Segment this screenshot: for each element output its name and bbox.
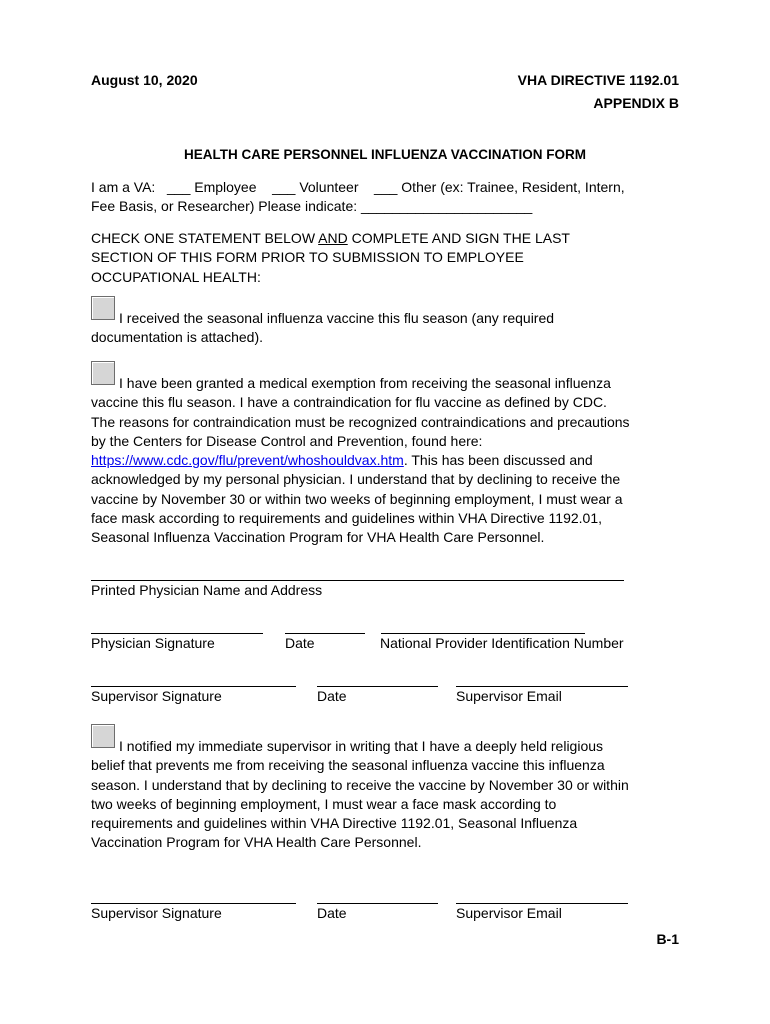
cdc-link[interactable]: https://www.cdc.gov/flu/prevent/whoshouldvax.htm <box>91 452 404 469</box>
medical-line6: acknowledged by my personal physician. I understand that by declining to receive the <box>91 471 621 488</box>
medical-line1: I have been granted a medical exemption from receiving the seasonal influenza <box>119 375 611 391</box>
physician-date-line[interactable] <box>285 633 365 634</box>
religious-line2: belief that prevents me from receiving the seasonal influenza vaccine this influenza <box>91 757 605 774</box>
npi-line[interactable] <box>381 633 585 634</box>
printed-physician-name-label: Printed Physician Name and Address <box>91 582 323 598</box>
supervisor-date-line-1[interactable] <box>317 686 438 687</box>
received-vaccine-statement <box>91 309 681 348</box>
instructions <box>91 229 681 287</box>
role-employee-option[interactable]: ___ Employee <box>167 179 257 195</box>
role-indicate-line[interactable]: Fee Basis, or Researcher) Please indicate: ______________________ <box>91 198 533 215</box>
supervisor-email-line-2[interactable] <box>456 903 628 904</box>
religious-line3: season. I understand that by declining to receive the vaccine by November 30 or within <box>91 776 629 793</box>
medical-line4: by the Centers for Disease Control and Prevention, found here: <box>91 432 483 449</box>
document-date: August 10, 2020 <box>91 72 198 88</box>
physician-signature-label: Physician Signature <box>91 635 215 651</box>
religious-exemption-statement <box>91 737 681 853</box>
supervisor-date-label-1: Date <box>317 688 347 704</box>
physician-date-label: Date <box>285 635 315 651</box>
appendix-label: APPENDIX B <box>593 95 679 111</box>
supervisor-email-line-1[interactable] <box>456 686 628 687</box>
received-line2: documentation is attached). <box>91 329 263 346</box>
role-volunteer-option[interactable]: ___ Volunteer <box>272 179 359 195</box>
medical-exemption-statement <box>91 374 681 548</box>
physician-signature-line[interactable] <box>91 633 263 634</box>
instructions-and: AND <box>318 230 348 246</box>
instructions-line1-pre: CHECK ONE STATEMENT BELOW <box>91 230 319 246</box>
directive-number: VHA DIRECTIVE 1192.01 <box>517 72 679 88</box>
supervisor-date-line-2[interactable] <box>317 903 438 904</box>
medical-line3: The reasons for contraindication must be recognized contraindications and precautions <box>91 413 630 430</box>
instructions-line1-post: COMPLETE AND SIGN THE LAST <box>347 230 570 246</box>
npi-label: National Provider Identification Number <box>380 635 624 651</box>
supervisor-signature-label-2: Supervisor Signature <box>91 905 222 921</box>
instructions-line2: SECTION OF THIS FORM PRIOR TO SUBMISSION TO EMPLOYEE <box>91 249 524 266</box>
supervisor-signature-line-1[interactable] <box>91 686 296 687</box>
medical-line5-post: . This has been discussed and <box>403 452 593 469</box>
medical-line7: vaccine by November 30 or within two weeks of beginning employment, I must wear a <box>91 490 623 507</box>
form-title: HEALTH CARE PERSONNEL INFLUENZA VACCINATION FORM <box>184 147 586 162</box>
supervisor-email-label-2: Supervisor Email <box>456 905 562 921</box>
religious-line4: two weeks of beginning employment, I must wear a face mask according to <box>91 795 557 812</box>
received-line1: I received the seasonal influenza vaccine this flu season (any required <box>119 310 555 326</box>
role-prefix: I am a VA: <box>91 179 156 195</box>
role-other-option[interactable]: ___ Other (ex: Trainee, Resident, Intern, <box>374 179 625 195</box>
medical-line2: vaccine this flu season. I have a contraindication for flu vaccine as defined by CDC. <box>91 394 607 411</box>
supervisor-signature-line-2[interactable] <box>91 903 296 904</box>
religious-line1: I notified my immediate supervisor in writing that I have a deeply held religious <box>119 738 604 754</box>
medical-line9: Seasonal Influenza Vaccination Program for VHA Health Care Personnel. <box>91 529 545 546</box>
supervisor-date-label-2: Date <box>317 905 347 921</box>
role-section <box>91 178 681 217</box>
instructions-line3: OCCUPATIONAL HEALTH: <box>91 268 261 285</box>
religious-line6: Vaccination Program for VHA Health Care Personnel. <box>91 834 422 851</box>
medical-line8: face mask according to requirements and guidelines within VHA Directive 1192.01, <box>91 510 603 527</box>
page-number: B-1 <box>656 931 679 947</box>
supervisor-email-label-1: Supervisor Email <box>456 688 562 704</box>
printed-physician-name-line[interactable] <box>91 580 624 581</box>
supervisor-signature-label-1: Supervisor Signature <box>91 688 222 704</box>
religious-line5: requirements and guidelines within VHA Directive 1192.01, Seasonal Influenza <box>91 815 578 832</box>
